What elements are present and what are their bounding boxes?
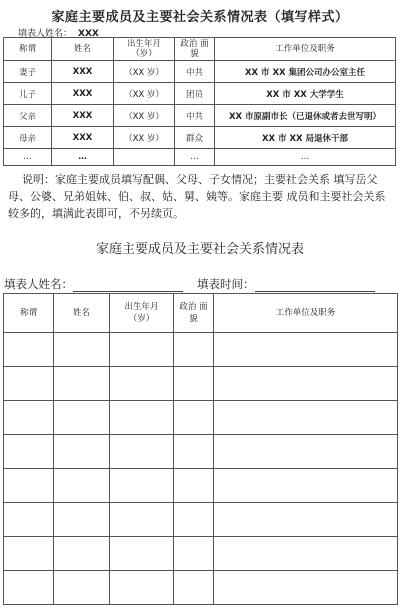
blank-form-filler-line bbox=[4, 276, 375, 292]
cell-relation[interactable] bbox=[4, 503, 54, 537]
cell-name[interactable] bbox=[54, 503, 110, 537]
cell-name[interactable] bbox=[54, 537, 110, 571]
cell-relation[interactable] bbox=[4, 571, 54, 605]
cell-work: XX 市原副市长（已退休或者去世写明） bbox=[215, 105, 396, 127]
cell-political[interactable] bbox=[174, 333, 214, 367]
cell-political[interactable] bbox=[174, 537, 214, 571]
table-row bbox=[4, 503, 398, 537]
cell-birth bbox=[114, 149, 175, 166]
cell-work: XX 市 XX 大学学生 bbox=[215, 83, 396, 105]
cell-name: … bbox=[52, 149, 114, 166]
sample-title: 家庭主要成员及主要社会关系情况表（填写样式） bbox=[51, 10, 349, 25]
cell-work: … bbox=[215, 149, 396, 166]
cell-birth[interactable] bbox=[110, 537, 174, 571]
cell-relation[interactable] bbox=[4, 367, 54, 401]
instructions-note: 说明：家庭主要成员填写配偶、父母、子女情况；主要社会关系 填写岳父母、公婆、兄弟姐妹、伯、叔、姑、舅、姨等。家庭主要 成员和主要社会关系较多的，填满此表即可，不另续页。 bbox=[8, 173, 386, 220]
table-row bbox=[4, 83, 396, 105]
cell-relation: 儿子 bbox=[4, 83, 52, 105]
cell-birth: （XX 岁） bbox=[114, 127, 175, 149]
table-row bbox=[4, 367, 398, 401]
table-row bbox=[4, 435, 398, 469]
cell-work[interactable] bbox=[214, 367, 398, 401]
sample-filler-value: XXX bbox=[78, 29, 99, 39]
cell-work[interactable] bbox=[214, 469, 398, 503]
cell-relation[interactable] bbox=[4, 469, 54, 503]
header-relation: 称谓 bbox=[4, 294, 54, 333]
cell-relation: 妻子 bbox=[4, 61, 52, 83]
cell-relation[interactable] bbox=[4, 537, 54, 571]
cell-relation[interactable] bbox=[4, 333, 54, 367]
cell-work[interactable] bbox=[214, 503, 398, 537]
cell-name[interactable] bbox=[54, 401, 110, 435]
cell-work[interactable] bbox=[214, 571, 398, 605]
cell-political: 中共 bbox=[175, 61, 215, 83]
blank-form-title: 家庭主要成员及主要社会关系情况表 bbox=[95, 242, 304, 257]
cell-relation: 父亲 bbox=[4, 105, 52, 127]
cell-name: XXX bbox=[52, 127, 114, 149]
cell-relation[interactable] bbox=[4, 401, 54, 435]
table-row bbox=[4, 105, 396, 127]
cell-birth[interactable] bbox=[110, 503, 174, 537]
cell-political[interactable] bbox=[174, 367, 214, 401]
header-political: 政治 面 貌 bbox=[175, 38, 215, 61]
filler-name-label: 填表人姓名： bbox=[4, 277, 73, 291]
cell-birth[interactable] bbox=[110, 469, 174, 503]
fill-date-label: 填表时间： bbox=[197, 277, 255, 291]
cell-birth[interactable] bbox=[110, 435, 174, 469]
cell-work[interactable] bbox=[214, 401, 398, 435]
cell-name[interactable] bbox=[54, 469, 110, 503]
header-work: 工作单位及职务 bbox=[214, 294, 398, 333]
cell-name[interactable] bbox=[54, 367, 110, 401]
table-row bbox=[4, 469, 398, 503]
cell-political[interactable] bbox=[174, 503, 214, 537]
header-work: 工作单位及职务 bbox=[215, 38, 396, 61]
table-row bbox=[4, 537, 398, 571]
cell-name[interactable] bbox=[54, 435, 110, 469]
cell-relation: 母亲 bbox=[4, 127, 52, 149]
cell-political: 团员 bbox=[175, 83, 215, 105]
cell-name: XXX bbox=[52, 105, 114, 127]
cell-work[interactable] bbox=[214, 333, 398, 367]
cell-political[interactable] bbox=[174, 401, 214, 435]
header-name: 姓名 bbox=[52, 38, 114, 61]
sample-header-row bbox=[4, 38, 396, 61]
header-political: 政治 面 貌 bbox=[174, 294, 214, 333]
cell-work[interactable] bbox=[214, 537, 398, 571]
cell-birth[interactable] bbox=[110, 333, 174, 367]
cell-birth: （XX 岁） bbox=[114, 61, 175, 83]
table-row bbox=[4, 149, 396, 166]
cell-political[interactable] bbox=[174, 571, 214, 605]
cell-work[interactable] bbox=[214, 435, 398, 469]
cell-birth: （XX 岁） bbox=[114, 105, 175, 127]
header-name: 姓名 bbox=[54, 294, 110, 333]
cell-work: XX 市 XX 局退休干部 bbox=[215, 127, 396, 149]
cell-name[interactable] bbox=[54, 333, 110, 367]
table-row bbox=[4, 401, 398, 435]
cell-work: XX 市 XX 集团公司办公室主任 bbox=[215, 61, 396, 83]
sample-filler-label: 填表人姓名： bbox=[18, 29, 73, 39]
table-row bbox=[4, 61, 396, 83]
cell-relation: … bbox=[4, 149, 52, 166]
sample-table bbox=[3, 37, 396, 166]
cell-name: XXX bbox=[52, 61, 114, 83]
cell-name: XXX bbox=[52, 83, 114, 105]
cell-political: 群众 bbox=[175, 127, 215, 149]
cell-birth: （XX 岁） bbox=[114, 83, 175, 105]
cell-birth[interactable] bbox=[110, 571, 174, 605]
blank-form-table bbox=[3, 293, 398, 605]
cell-birth[interactable] bbox=[110, 401, 174, 435]
cell-political: 中共 bbox=[175, 105, 215, 127]
cell-relation[interactable] bbox=[4, 435, 54, 469]
cell-name[interactable] bbox=[54, 571, 110, 605]
header-relation: 称谓 bbox=[4, 38, 52, 61]
blank-header-row bbox=[4, 294, 398, 333]
table-row bbox=[4, 571, 398, 605]
table-row bbox=[4, 127, 396, 149]
fill-date-field[interactable] bbox=[255, 278, 375, 292]
cell-birth[interactable] bbox=[110, 367, 174, 401]
cell-political[interactable] bbox=[174, 435, 214, 469]
header-birth: 出生年月 （岁） bbox=[114, 38, 175, 61]
cell-political[interactable] bbox=[174, 469, 214, 503]
table-row bbox=[4, 333, 398, 367]
cell-political: … bbox=[175, 149, 215, 166]
header-birth: 出生年月 （岁） bbox=[110, 294, 174, 333]
filler-name-field[interactable] bbox=[73, 278, 183, 292]
